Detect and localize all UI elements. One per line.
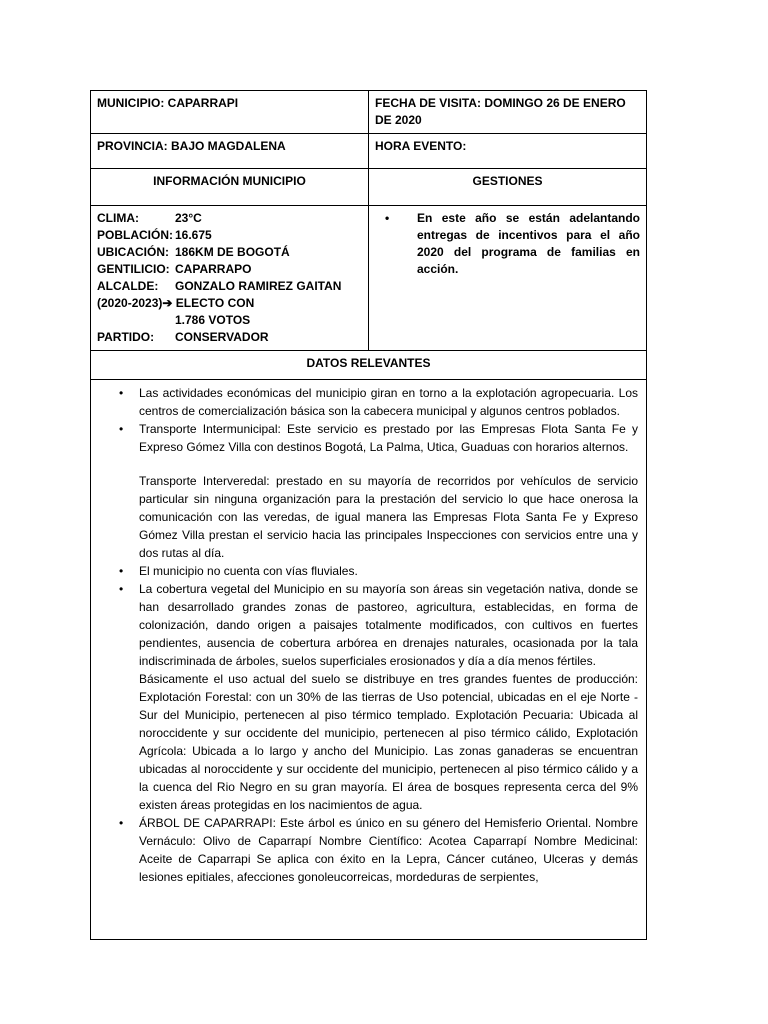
partido-line: PARTIDO: CONSERVADOR bbox=[97, 330, 269, 344]
list-item bbox=[97, 580, 640, 814]
cobertura-vegetal: La cobertura vegetal del Municipio en su mayoría son áreas sin vegetación nativa, donde se han desarrollado grandes zonas de pastoreo, agricultura, establecidas, en forma de colonización, dando origen a paisajes totalmente modificados, con cultivos en fuertes pendientes, ausencia de cobertura arbórea en drenajes naturales, ocasionada por la tala indiscriminada de árboles, suelos superficiales erosionados y día a día menos fértiles. bbox=[139, 582, 638, 668]
votos-line: 1.786 VOTOS bbox=[175, 313, 251, 327]
fecha-cell: FECHA DE VISITA: DOMINGO 26 DE ENERO DE 2020 bbox=[369, 91, 647, 134]
info-title: INFORMACIÓN MUNICIPIO bbox=[91, 169, 369, 206]
ubicacion-line: UBICACIÓN: 186KM DE BOGOTÁ bbox=[97, 245, 290, 259]
alcalde-line: ALCALDE: GONZALO RAMIREZ GAITAN bbox=[97, 279, 342, 293]
transporte-interveredal: Transporte Interveredal: prestado en su mayoría de recorridos por vehículos de servicio particular sin ninguna organización para la prestación del servicio lo que hace onerosa la comunicación con las veredas, de igual manera las Empresas Flota Santa Fe y Expreso Gómez Villa prestan el servicio hacia las principales Inspecciones con servicios entre una y dos rutas al día. bbox=[139, 474, 638, 560]
uso-suelo: Básicamente el uso actual del suelo se distribuye en tres grandes fuentes de producción: Explotación Forestal: con un 30% de las tierras de Uso potencial, ubicadas en el eje Norte - Sur del Municipio, pertenecen al piso térmico templado. Explotación Pecuaria: Ubicada al noroccidente y sur occidente del municipio, pertenecen al piso térmico cálido, Explotación Agrícola: Ubicada a lo largo y ancho del Municipio. Las zonas ganaderas se encuentran ubicadas al noroccidente y sur occidente del municipio, pertenecen al piso térmico cálido y a la cuenca del Rio Negro en su gran mayoría. El área de bosques representa cerca del 9% existen áreas protegidas en los nacimientos de agua. bbox=[139, 672, 638, 812]
clima-line: CLIMA: 23°C bbox=[97, 211, 202, 225]
gentilicio-line: GENTILICIO: CAPARRAPO bbox=[97, 262, 252, 276]
periodo-line: (2020-2023)➔ ELECTO CON bbox=[97, 296, 255, 310]
list-item bbox=[97, 420, 640, 562]
info-municipio-cell bbox=[91, 206, 369, 351]
transporte-intermunicipal: Transporte Intermunicipal: Este servicio es prestado por las Empresas Flota Santa Fe y Expreso Gómez Villa con destinos Bogotá, La Palma, Utica, Guaduas con horarios alternos. bbox=[139, 422, 638, 454]
gestiones-cell bbox=[369, 206, 647, 351]
datos-relevantes-cell bbox=[91, 380, 647, 940]
arrow-icon: ➔ bbox=[162, 296, 173, 310]
datos-list bbox=[97, 384, 640, 886]
hora-cell: HORA EVENTO: bbox=[369, 134, 647, 169]
document-page bbox=[90, 90, 646, 940]
list-item: • El municipio no cuenta con vías fluviales. bbox=[97, 562, 640, 580]
header-row-1 bbox=[91, 91, 647, 134]
bullet-icon: • bbox=[119, 386, 124, 400]
gestiones-title: GESTIONES bbox=[369, 169, 647, 206]
section-titles-row bbox=[91, 169, 647, 206]
bullet-icon: • bbox=[119, 582, 124, 596]
bullet-icon: • bbox=[119, 564, 124, 578]
poblacion-line: POBLACIÓN: 16.675 bbox=[97, 228, 212, 242]
info-row bbox=[91, 206, 647, 351]
list-item: • Las actividades económicas del municipio giran en torno a la explotación agropecuaria. Los centros de comercialización básica son la cabecera municipal y algunos centros poblados. bbox=[97, 384, 640, 420]
provincia-cell: PROVINCIA: BAJO MAGDALENA bbox=[91, 134, 369, 169]
bullet-icon: • bbox=[119, 816, 124, 830]
datos-title-row bbox=[91, 351, 647, 380]
datos-title: DATOS RELEVANTES bbox=[91, 351, 647, 380]
datos-row bbox=[91, 380, 647, 940]
municipio-cell: MUNICIPIO: CAPARRAPI bbox=[91, 91, 369, 134]
list-item: • ÁRBOL DE CAPARRAPI: Este árbol es único en su género del Hemisferio Oriental. Nombre Vernáculo: Olivo de Caparrapí Nombre Científico: Acotea Caparrapí Nombre Medicinal: Aceite de Caparrapi Se aplica con éxito en la Lepra, Cáncer cutáneo, Ulceras y demás lesiones epitiales, afecciones gonoleucorreicas, mordeduras de serpientes, bbox=[97, 814, 640, 886]
visit-report-table bbox=[90, 90, 647, 940]
header-row-2 bbox=[91, 134, 647, 169]
bullet-icon: • bbox=[385, 211, 390, 225]
gestion-item: • En este año se están adelantando entregas de incentivos para el año 2020 del programa de familias en acción. bbox=[375, 210, 640, 278]
bullet-icon: • bbox=[119, 422, 124, 436]
